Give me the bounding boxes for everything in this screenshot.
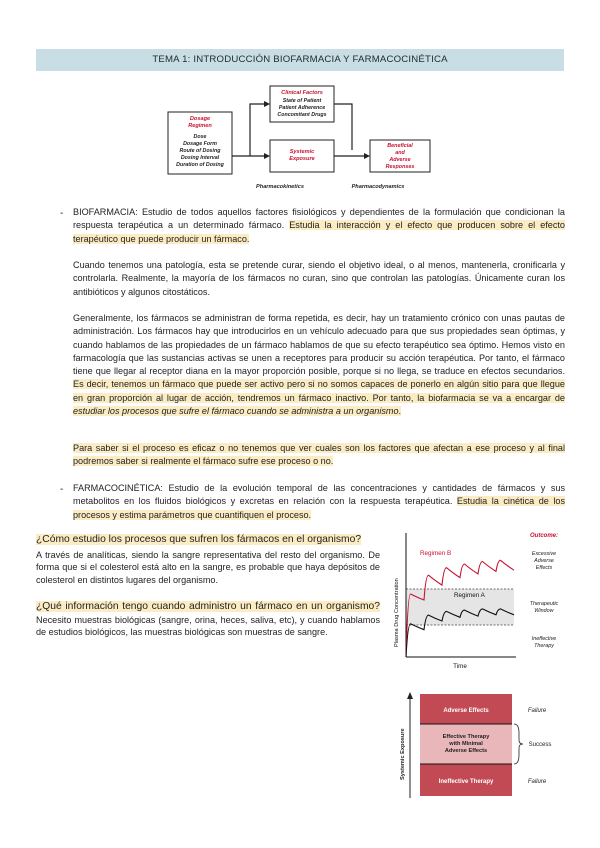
dosage-line: Dose	[193, 134, 207, 140]
exposure-axis-label: Systemic Exposure	[400, 728, 406, 780]
concentration-chart	[384, 525, 568, 673]
failure-bottom-label: Failure	[527, 779, 547, 785]
responses-line: Responses	[385, 164, 415, 170]
administracion-text: Generalmente, los fármacos se administran de forma repetida, es decir, hay un tratamiento crónico con unas pautas de administración. Los fármacos hay que introducirlos en un vehículo adecuado para que sus propiedades sean óptimas, y cuando hablamos de las propiedades de un fármaco hablamos de que su efecto terapéutico sea óptimo. Hemos visto en farmacología que las sustancias activas se unen a receptores para producir su acción terapéutica. Por tanto, el fármaco tiene que llegar al receptor diana en la mayor proporción posible, porque si no llega, se traduce en efectos secundarios.	[73, 313, 565, 377]
failure-top-label: Failure	[527, 708, 547, 714]
outcome-window-line: Therapeutic	[529, 601, 559, 607]
bullet-marker: -	[60, 484, 64, 495]
outcome-ineffective-line: Therapy	[534, 643, 554, 649]
administracion-highlight-italic: estudiar los procesos que sufre el fármaco cuando se administra a un organismo	[73, 406, 399, 417]
administracion-highlight: Es decir, tenemos un fármaco que puede ser activo pero si no somos capaces de ponerlo en algún sitio para que llegue en gran proporción al lugar de acción, tendremos un fármaco inactivo. Por tanto, la biofarmacia se va a encargar de	[73, 379, 565, 403]
clinical-factor-line: State of Patient	[282, 98, 322, 104]
band-effective-label: Effective Therapy	[442, 734, 490, 740]
outcome-label: Outcome:	[529, 533, 559, 539]
dosage-line: Dosing Interval	[180, 155, 220, 161]
administracion-paragraph	[73, 312, 565, 418]
pk-pd-diagram	[160, 84, 440, 194]
dosage-regimen-title: Regimen	[188, 123, 212, 129]
eficacia-highlight: Para saber si el proceso es eficaz o no tenemos que ver cuales son los factores que afectan a ese proceso y al final podremos saber si realmente el fármaco sufre ese proceso o no.	[73, 443, 565, 467]
outcome-excessive-line: Effects	[535, 565, 553, 571]
band-effective-label: Adverse Effects	[444, 748, 488, 754]
outcome-ineffective-line: Ineffective	[531, 636, 557, 642]
band-effective-label: with Minimal	[449, 741, 483, 747]
biofarmacia-highlight: Estudia la interacción y el efecto que producen sobre el efecto terapéutico que puede producir un fármaco.	[73, 220, 565, 244]
dosage-line: Duration of Dosing	[176, 162, 224, 168]
eficacia-paragraph	[73, 442, 565, 469]
administracion-highlight-end: .	[398, 406, 402, 417]
question-1-block	[36, 533, 380, 586]
x-axis-label: Time	[453, 663, 467, 670]
farmacocinetica-highlight: Estudia la cinética de los procesos y estima parámetros que cuantifiquen el proceso.	[73, 496, 565, 520]
outcome-window-line: Window	[534, 608, 554, 614]
systemic-exposure-label: Exposure	[289, 156, 315, 162]
clinical-factor-line: Concomitant Drugs	[277, 112, 327, 118]
responses-line: Adverse	[389, 157, 411, 163]
outcome-excessive-line: Adverse	[534, 558, 554, 564]
patologia-paragraph: Cuando tenemos una patología, esta se pretende curar, siendo el objetivo ideal, o al menos, mantenerla, cronificarla y controlarla. Realmente, la mayoría de los fármacos no curan, sino que controlan las patologías. Únicamente curan los antibióticos y algunos citostáticos.	[73, 260, 565, 297]
clinical-factor-line: Patient Adherence	[278, 105, 326, 111]
systemic-exposure-label: Systemic	[289, 149, 315, 155]
question-1: ¿Cómo estudio los procesos que sufren los fármacos en el organismo?	[36, 534, 362, 545]
farmacocinetica-text: FARMACOCINÉTICA: Estudio de la evolución temporal de las concentraciones y cantidades de fármacos y sus metabolitos en los fluidos biológicos y excretas en relación con la respuesta terapéutica.	[73, 483, 565, 507]
band-adverse-label: Adverse Effects	[443, 708, 489, 714]
exposure-bands-diagram	[392, 688, 562, 808]
biofarmacia-text: BIOFARMACIA: Estudio de todos aquellos factores fisiológicos y dependientes de la formulación que condicionan la respuesta terapéutica a un determinado fármaco.	[73, 207, 565, 231]
success-bracket	[514, 724, 523, 764]
dosage-line: Route of Dosing	[179, 148, 221, 154]
farmacocinetica-paragraph	[73, 482, 565, 522]
series-regimen-a-label: Regimen A	[454, 592, 485, 599]
answer-1: A través de analíticas, siendo la sangre representativa del resto del organismo. De forma que si el colesterol está alto en la sangre, es probable que haya depósitos de colesterol en distintos lugares del organismo.	[36, 549, 380, 585]
clinical-factors-title: Clinical Factors	[281, 90, 323, 96]
series-regimen-b-label: Regimen B	[420, 550, 452, 557]
pd-label: Pharmacodynamics	[351, 184, 405, 190]
dosage-line: Dosage Form	[183, 141, 217, 147]
question-2-block	[36, 600, 380, 639]
page-title: TEMA 1: INTRODUCCIÓN BIOFARMACIA Y FARMACOCINÉTICA	[36, 49, 564, 71]
dosage-regimen-title: Dosage	[189, 116, 211, 122]
y-axis-label: Plasma Drug Concentration	[394, 578, 400, 647]
band-ineffective-label: Ineffective Therapy	[438, 779, 494, 785]
pk-label: Pharmacokinetics	[256, 184, 304, 190]
question-2: ¿Qué información tengo cuando administro un fármaco en un organismo?	[36, 601, 380, 612]
answer-2: Necesito muestras biológicas (sangre, orina, heces, saliva, etc), y cuando hablamos de estudios biológicos, las muestras biológicas son muestras de sangre.	[36, 614, 380, 637]
success-label: Success	[528, 742, 552, 748]
outcome-excessive-line: Excessive	[531, 551, 557, 557]
bullet-marker: -	[60, 208, 64, 219]
responses-line: Beneficial	[387, 143, 413, 149]
responses-line: and	[395, 150, 405, 156]
biofarmacia-paragraph	[73, 206, 565, 246]
